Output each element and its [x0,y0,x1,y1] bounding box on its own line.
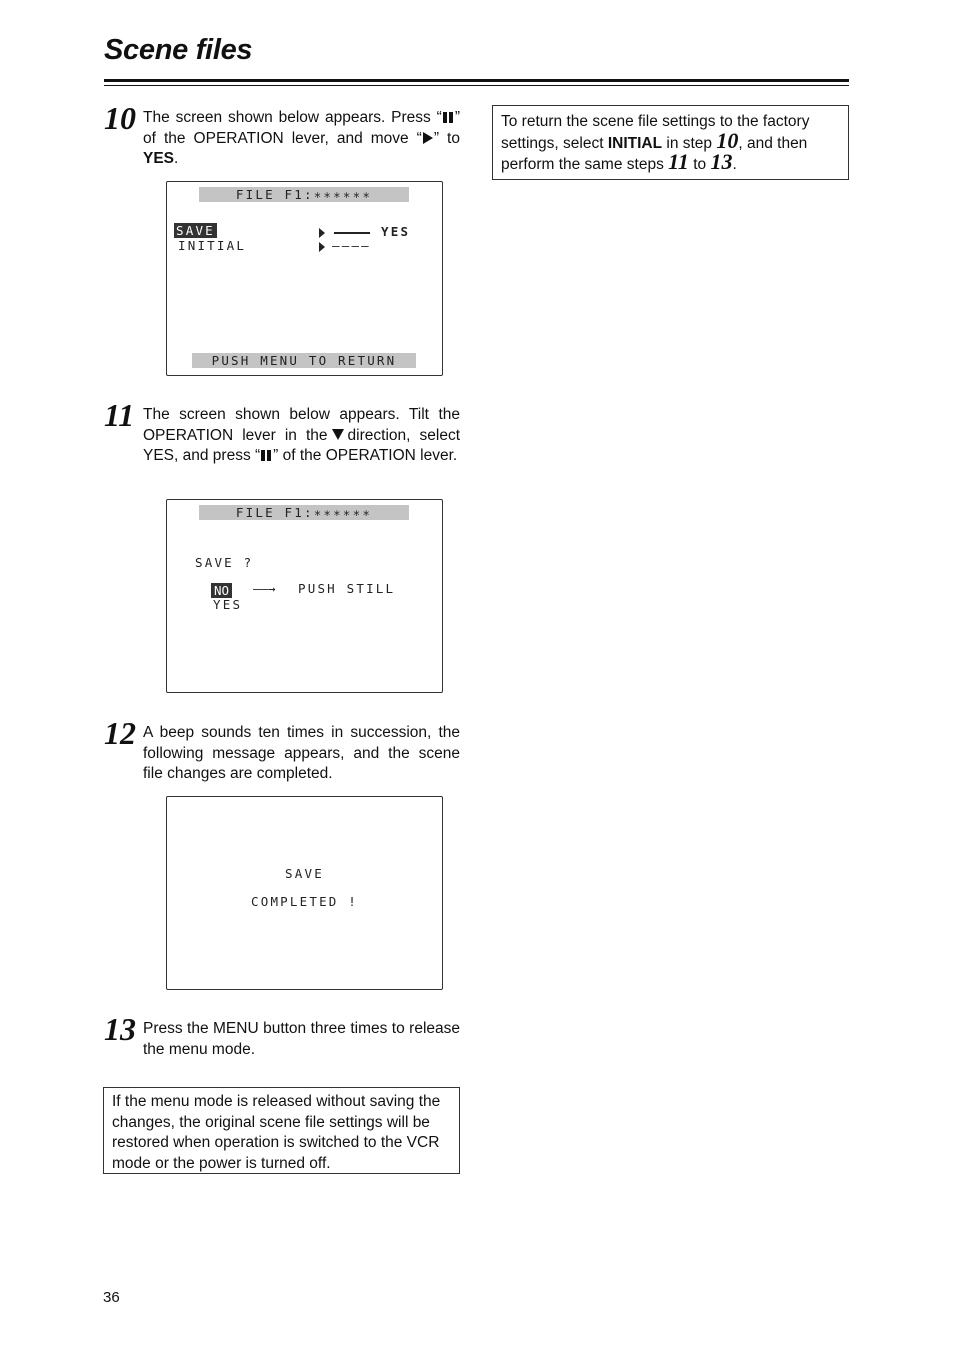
save-value-yes: YES [381,224,411,239]
title-rule-thin [104,85,849,86]
menu-item-initial: INITIAL [178,238,247,253]
option-yes: YES [213,597,243,612]
triangle-down-icon [332,429,344,440]
dash-icon [334,232,370,234]
initial-value-row [319,240,429,254]
step-13-text: Press the MENU button three times to release the menu mode. [143,1020,460,1058]
page-title: Scene files [104,34,253,66]
step-13-number: 13 [104,1011,136,1047]
save-line: SAVE [285,866,324,881]
arrow-indicator: ––→ [253,581,276,596]
screen-step-10 [166,181,443,376]
step-10-number: 10 [104,100,136,136]
play-right-icon [423,132,433,144]
menu-item-save-selected: SAVE [176,223,215,238]
screen-step-11 [166,499,443,693]
note-box-menu-release: If the menu mode is released without saving the changes, the original scene file settings will be restored when operation is switched to the VCR mode or the power is turned off. [103,1087,460,1174]
step-10-text: The screen shown below appears. Press “ ” of the OPERATION lever, and move “ ” to YES. [143,109,460,167]
pointer-icon [319,228,325,238]
step-12-number: 12 [104,715,136,751]
title-rule-thick [104,79,849,82]
screen-footer-bar: PUSH MENU TO RETURN [192,353,416,368]
step-11-text: The screen shown below appears. Tilt the OPERATION lever in the direction, select YES, and press “ ” of the OPERATION lever. [143,406,460,464]
initial-value: –––– [332,238,371,253]
step-12-text: A beep sounds ten times in succession, the following message appears, and the scene file changes are completed. [143,724,460,782]
page-number: 36 [103,1289,120,1306]
push-still-label: PUSH STILL [298,581,396,596]
save-question: SAVE ? [195,555,254,570]
screen-header-bar: FILE F1:∗∗∗∗∗∗ [199,505,409,520]
option-no-selected: NO [211,583,232,598]
pointer-icon [319,242,325,252]
screen-header-bar: FILE F1:∗∗∗∗∗∗ [199,187,409,202]
pause-icon [442,112,455,123]
note-box-factory-settings: To return the scene file settings to the factory settings, select INITIAL in step 10, and then perform the same steps 11 to 13. [492,105,849,180]
step-11-number: 11 [104,397,135,433]
pause-icon [260,450,273,461]
screen-step-12 [166,796,443,990]
completed-line: COMPLETED ! [251,894,358,909]
